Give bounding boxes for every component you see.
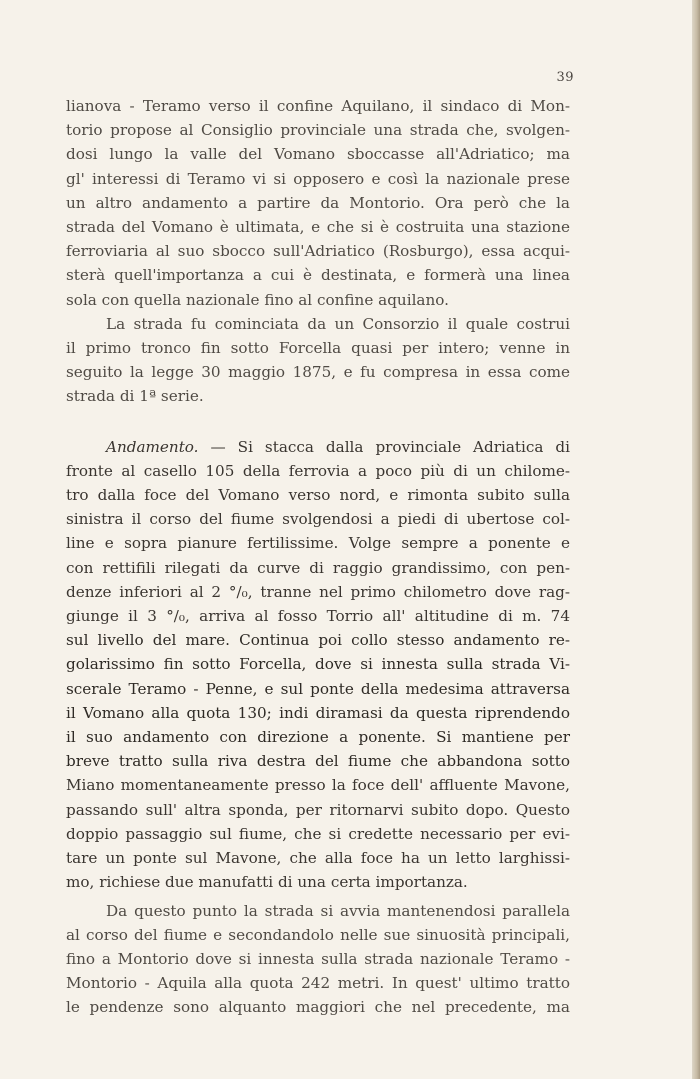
text-line: sinistra il corso del fiume svolgendosi a piedi di ubertose col- xyxy=(66,510,570,529)
page-edge-shadow xyxy=(692,0,700,1079)
page-body xyxy=(66,94,570,1020)
text-line: strada di 1ª serie. xyxy=(66,387,204,406)
text-line: il primo tronco fin sotto Forcella quasi per intero; venne in xyxy=(66,339,570,358)
text-line: golarissimo fin sotto Forcella, dove si innesta sulla strada Vi- xyxy=(66,655,570,674)
text-line: fronte al casello 105 della ferrovia a poco più di un chilome- xyxy=(66,461,570,480)
text-line: al corso del fiume e secondandolo nelle sue sinuosità principali, xyxy=(66,925,570,944)
paragraph-2 xyxy=(66,312,570,409)
text-line: giunge il 3 °/₀, arriva al fosso Torrio all' altitudine di m. 74 xyxy=(66,607,570,626)
text-line: lianova - Teramo verso il confine Aquilano, il sindaco di Mon- xyxy=(66,97,570,115)
text-line xyxy=(66,435,570,459)
text-line: Montorio - Aquila alla quota 242 metri. In quest' ultimo tratto xyxy=(66,974,570,993)
text-line: scerale Teramo - Penne, e sul ponte della medesima attraversa xyxy=(66,679,570,698)
text-line: tro dalla foce del Vomano verso nord, e rimonta subito sulla xyxy=(66,486,570,505)
text-line: seguito la legge 30 maggio 1875, e fu compresa in essa come xyxy=(66,363,570,382)
text-line: le pendenze sono alquanto maggiori che nel precedente, ma xyxy=(66,998,570,1017)
paragraph-3 xyxy=(66,435,570,895)
text-line: sterà quell'importanza a cui è destinata, e formerà una linea xyxy=(66,266,570,285)
page-number: 39 xyxy=(556,70,574,85)
text-line: line e sopra pianure fertilissime. Volge sempre a ponente e xyxy=(66,534,570,553)
text-line: tare un ponte sul Mavone, che alla foce ha un letto larghissi- xyxy=(66,849,570,868)
text-line: denze inferiori al 2 °/₀, tranne nel primo chilometro dove rag- xyxy=(66,582,570,601)
section-heading-italic: Andamento. xyxy=(106,437,199,456)
text-line: ferroviaria al suo sbocco sull'Adriatico (Rosburgo), essa acqui- xyxy=(66,242,570,261)
text-line: La strada fu cominciata da un Consorzio il quale costrui xyxy=(106,314,570,333)
text-line-rest: — Si stacca dalla provinciale Adriatica di xyxy=(198,437,570,456)
text-line: passando sull' altra sponda, per ritornarvi subito dopo. Questo xyxy=(66,800,570,819)
text-line: con rettifili rilegati da curve di raggio grandissimo, con pen- xyxy=(66,558,570,577)
text-line: dosi lungo la valle del Vomano sboccasse all'Adriatico; ma xyxy=(66,145,570,164)
text-line: sola con quella nazionale fino al confine aquilano. xyxy=(66,290,449,309)
text-line: sul livello del mare. Continua poi collo stesso andamento re- xyxy=(66,631,570,650)
text-line: un altro andamento a partire da Montorio. Ora però che la xyxy=(66,193,570,212)
text-line: gl' interessi di Teramo vi si opposero e così la nazionale prese xyxy=(66,169,570,188)
text-line: fino a Montorio dove si innesta sulla strada nazionale Teramo - xyxy=(66,949,570,968)
text-line: Da questo punto la strada si avvia mantenendosi parallela xyxy=(106,901,570,920)
text-line: breve tratto sulla riva destra del fiume che abbandona sotto xyxy=(66,752,570,771)
paragraph-4 xyxy=(66,899,570,1020)
text-line: torio propose al Consiglio provinciale una strada che, svolgen- xyxy=(66,121,570,140)
text-line: il Vomano alla quota 130; indi diramasi da questa riprendendo xyxy=(66,703,570,722)
text-line: il suo andamento con direzione a ponente. Si mantiene per xyxy=(66,728,570,747)
text-line: Miano momentaneamente presso la foce dell' affluente Mavone, xyxy=(66,776,570,795)
text-line: strada del Vomano è ultimata, e che si è costruita una stazione xyxy=(66,218,570,237)
text-line: mo, richiese due manufatti di una certa importanza. xyxy=(66,873,468,892)
section-gap xyxy=(66,409,570,435)
paragraph-1 xyxy=(66,94,570,312)
text-line: doppio passaggio sul fiume, che si credette necessario per evi- xyxy=(66,824,570,843)
